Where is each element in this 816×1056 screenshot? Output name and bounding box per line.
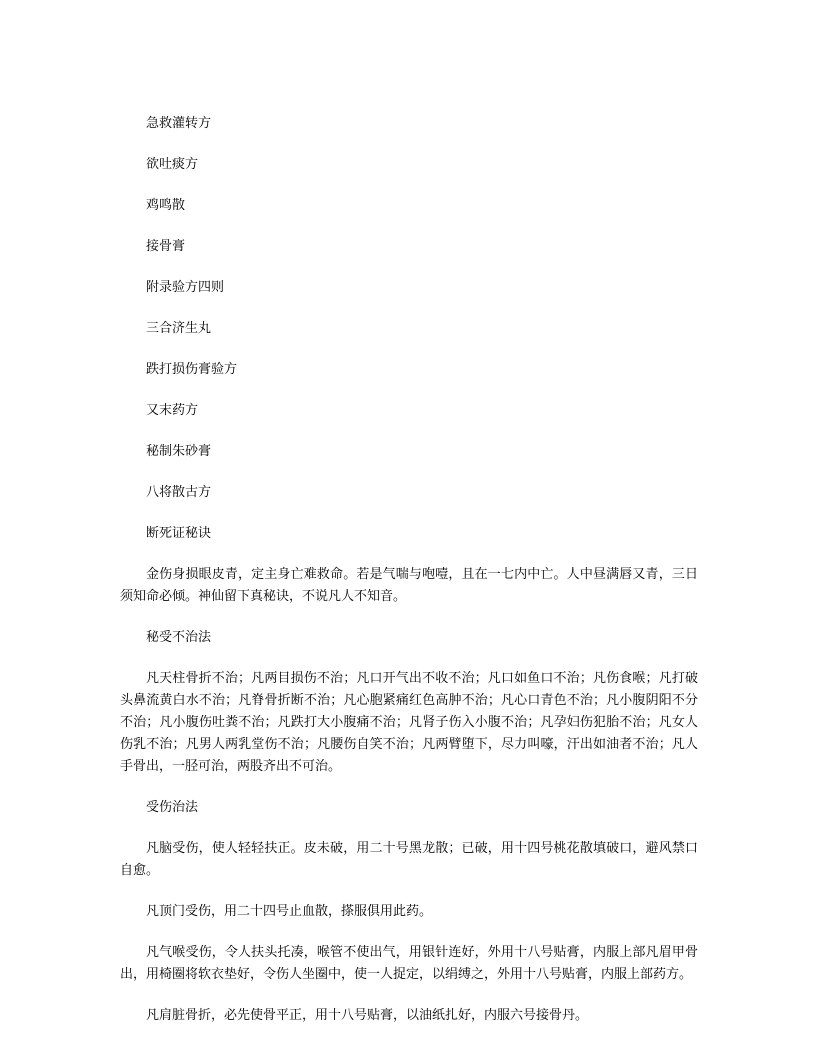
recipe-title-7: 跌打损伤膏验方 — [146, 362, 238, 377]
recipe-title-8: 又末药方 — [146, 403, 199, 418]
recipe-title-3: 鸡鸣散 — [146, 198, 186, 213]
recipe-title-5: 附录验方四则 — [146, 280, 225, 295]
recipe-title-6: 三合济生丸 — [146, 321, 212, 336]
death-signs-verse: 金伤身损眼皮青，定主身亡难救命。若是气喘与咆噎，且在一七内中亡。人中昼满唇又青，三日须知命必倾。神仙留下真秘诀，不说凡人不知音。 — [120, 567, 698, 604]
treatment-paragraph-shoulder: 凡肩脏骨折，必先使骨平正，用十八号贴膏，以油纸扎好，内服六号接骨丹。 — [146, 1008, 589, 1023]
section-heading-death-signs: 断死证秘诀 — [146, 526, 212, 541]
recipe-title-10: 八将散古方 — [146, 485, 212, 500]
recipe-title-4: 接骨膏 — [146, 239, 186, 254]
treatment-paragraph-brain: 凡脑受伤，使人轻轻扶正。皮未破，用二十号黑龙散；已破，用十四号桃花散填破口，避风禁口自愈。 — [120, 841, 698, 878]
treatment-paragraph-throat: 凡气喉受伤，令人扶头托凑，喉管不使出气，用银针连好，外用十八号贴膏，内服上部凡眉甲骨出，用椅圈将软衣垫好，令伤人坐圈中，使一人捉定，以绢缚之，外用十八号贴膏，内服上部药方。 — [120, 945, 698, 982]
recipe-title-2: 欲吐痰方 — [146, 157, 199, 172]
incurable-list-paragraph: 凡天柱骨折不治；凡两目损伤不治；凡口开气出不收不治；凡口如鱼口不治；凡伤食喉；凡打破头鼻流黄白水不治；凡脊骨折断不治；凡心胞紧痛红色高肿不治；凡心口青色不治；凡小腹阴阳不分不治；凡小腹伤吐粪不治；凡跌打大小腹痛不治；凡肾子伤入小腹不治；凡孕妇伤犯胎不治；凡女人伤乳不治；凡男人两乳堂伤不治；凡腰伤自笑不治；凡两臂堕下，尽力叫嚎，汗出如油者不治；凡人手骨出，一胫可治，两股齐出不可治。 — [120, 671, 698, 774]
recipe-title-9: 秘制朱砂膏 — [146, 444, 212, 459]
recipe-title-1: 急救灌转方 — [146, 116, 212, 131]
document-body — [120, 113, 698, 1046]
treatment-paragraph-crown: 凡顶门受伤，用二十四号止血散，搽服俱用此药。 — [146, 904, 433, 919]
section-heading-treatment: 受伤治法 — [146, 800, 199, 815]
section-heading-incurable: 秘受不治法 — [146, 630, 212, 645]
